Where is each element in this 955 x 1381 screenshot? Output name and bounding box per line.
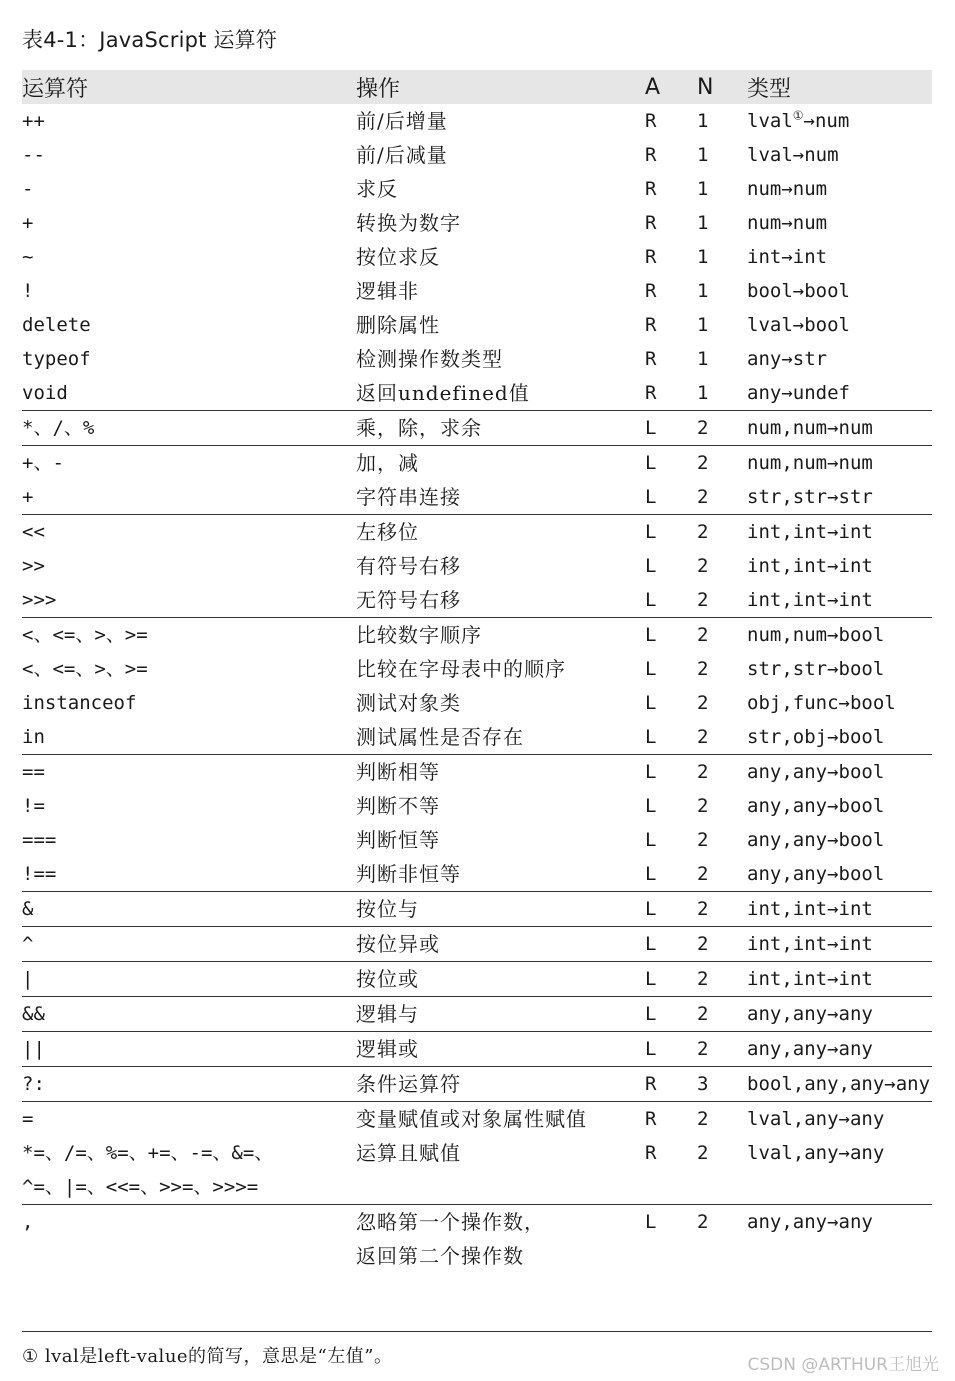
operator-cell: && <box>22 997 356 1032</box>
type-cell: any,any→any <box>747 1205 932 1274</box>
operation-cell: 逻辑或 <box>356 1032 645 1067</box>
table-header-row <box>22 70 932 104</box>
associativity-cell: R <box>645 110 657 132</box>
operator-cell: <、<=、>、>= <box>22 658 148 680</box>
operation-cell: 比较在字母表中的顺序 <box>356 657 566 681</box>
type-cell: num→num <box>747 212 828 234</box>
operation-cell: 测试属性是否存在 <box>356 725 524 749</box>
operation-cell: 转换为数字 <box>356 211 461 235</box>
type-cell: num,num→num <box>747 446 932 481</box>
operation-cell: 字符串连接 <box>356 485 461 509</box>
operator-cell: instanceof <box>22 692 137 714</box>
operand-count-cell: 2 <box>697 863 709 885</box>
associativity-cell: R <box>645 1102 697 1137</box>
type-cell: any,any→bool <box>747 863 885 885</box>
table-row <box>22 686 932 720</box>
table-row <box>22 652 932 686</box>
type-cell: any,any→bool <box>747 829 885 851</box>
table-row <box>22 927 932 962</box>
type-cell: any→str <box>747 348 828 370</box>
operation-cell: 逻辑非 <box>356 279 419 303</box>
table-row <box>22 1136 932 1205</box>
type-cell: int,int→int <box>747 555 873 577</box>
table-row <box>22 515 932 550</box>
type-cell: num,num→bool <box>747 618 932 653</box>
associativity-cell: L <box>645 658 657 680</box>
operator-cell: ~ <box>22 246 34 268</box>
operand-count-cell: 2 <box>697 892 747 927</box>
table-row <box>22 240 932 274</box>
operand-count-cell: 1 <box>697 314 709 336</box>
operation-cell: 加，减 <box>356 446 645 481</box>
operation-cell: 左移位 <box>356 515 645 550</box>
associativity-cell: L <box>645 589 657 611</box>
table-row <box>22 823 932 857</box>
operator-cell: void <box>22 382 68 404</box>
operation-cell: 运算且赋值 <box>356 1141 461 1165</box>
operator-cell: in <box>22 726 45 748</box>
operator-cell: != <box>22 795 45 817</box>
type-text-rest: →num <box>803 110 850 132</box>
operation-cell: 返回undefined值 <box>356 381 530 405</box>
operator-cell: , <box>22 1205 356 1274</box>
associativity-cell: L <box>645 446 697 481</box>
footnote-divider <box>22 1331 932 1332</box>
operation-cell: 无符号右移 <box>356 588 461 612</box>
operator-cell: typeof <box>22 348 91 370</box>
type-cell: num,num→num <box>747 411 932 446</box>
operation-cell: 判断非恒等 <box>356 862 461 886</box>
associativity-cell: L <box>645 1032 697 1067</box>
operand-count-cell: 2 <box>697 962 747 997</box>
operator-cell: *、/、% <box>22 411 356 446</box>
operand-count-cell: 2 <box>697 589 709 611</box>
associativity-cell: R <box>645 178 657 200</box>
operation-cell: 删除属性 <box>356 313 440 337</box>
associativity-cell: R <box>645 1142 657 1164</box>
associativity-cell: L <box>645 795 657 817</box>
operand-count-cell: 2 <box>697 1142 709 1164</box>
table-row <box>22 138 932 172</box>
type-cell: int,int→int <box>747 589 873 611</box>
operator-cell: <、<=、>、>= <box>22 618 356 653</box>
table-row <box>22 720 932 755</box>
operation-cell: 忽略第一个操作数， 返回第二个操作数 <box>356 1205 645 1274</box>
table-row <box>22 104 932 138</box>
associativity-cell: R <box>645 1067 697 1102</box>
associativity-cell: R <box>645 314 657 336</box>
operand-count-cell: 1 <box>697 382 709 404</box>
associativity-cell: R <box>645 144 657 166</box>
type-cell: int,int→int <box>747 962 932 997</box>
operand-count-cell: 2 <box>697 1032 747 1067</box>
operator-cell: ! <box>22 280 34 302</box>
operation-cell: 有符号右移 <box>356 554 461 578</box>
table-row <box>22 274 932 308</box>
header-associativity: A <box>645 70 697 104</box>
operation-cell: 测试对象类 <box>356 691 461 715</box>
table-row <box>22 892 932 927</box>
operand-count-cell: 2 <box>697 829 709 851</box>
operation-cell: 按位或 <box>356 962 645 997</box>
operand-count-cell: 1 <box>697 246 709 268</box>
type-cell: any,any→any <box>747 1032 932 1067</box>
operand-count-cell: 1 <box>697 212 709 234</box>
table-row <box>22 206 932 240</box>
operator-cell: >>> <box>22 589 57 611</box>
associativity-cell: R <box>645 246 657 268</box>
table-row <box>22 1205 932 1274</box>
type-cell: int,int→int <box>747 892 932 927</box>
associativity-cell: R <box>645 382 657 404</box>
operand-count-cell: 3 <box>697 1067 747 1102</box>
operation-cell: 逻辑与 <box>356 997 645 1032</box>
type-cell: obj,func→bool <box>747 692 896 714</box>
operand-count-cell: 2 <box>697 486 709 508</box>
operator-cell: - <box>22 178 34 200</box>
table-row <box>22 1032 932 1067</box>
operation-cell: 按位与 <box>356 892 645 927</box>
operand-count-cell: 2 <box>697 795 709 817</box>
type-cell: int,int→int <box>747 515 932 550</box>
operand-count-cell: 2 <box>697 411 747 446</box>
operator-cell: >> <box>22 555 45 577</box>
associativity-cell: L <box>645 1205 697 1274</box>
operator-cell: -- <box>22 144 45 166</box>
associativity-cell: L <box>645 692 657 714</box>
operator-cell: *=、/=、%=、+=、-=、&=、 ^=、|=、<<=、>>=、>>>= <box>22 1142 274 1198</box>
associativity-cell: R <box>645 280 657 302</box>
type-cell: bool,any,any→any <box>747 1067 932 1102</box>
operation-cell: 前/后减量 <box>356 143 448 167</box>
type-cell: int→int <box>747 246 828 268</box>
operand-count-cell: 2 <box>697 1102 747 1137</box>
table-row <box>22 583 932 618</box>
operand-count-cell: 2 <box>697 618 747 653</box>
operation-cell: 求反 <box>356 177 398 201</box>
operator-cell: delete <box>22 314 91 336</box>
operation-cell: 乘，除，求余 <box>356 411 645 446</box>
associativity-cell: L <box>645 997 697 1032</box>
operand-count-cell: 2 <box>697 555 709 577</box>
operator-cell: | <box>22 962 356 997</box>
table-caption: 表4-1：JavaScript 运算符 <box>22 28 278 52</box>
table-row <box>22 997 932 1032</box>
associativity-cell: L <box>645 927 697 962</box>
operation-cell: 判断相等 <box>356 755 645 790</box>
operation-cell: 按位异或 <box>356 927 645 962</box>
operand-count-cell: 1 <box>697 348 709 370</box>
operator-cell: !== <box>22 863 57 885</box>
associativity-cell: L <box>645 755 697 790</box>
table-row <box>22 549 932 583</box>
operand-count-cell: 1 <box>697 144 709 166</box>
table-row <box>22 618 932 653</box>
operand-count-cell: 2 <box>697 1205 747 1274</box>
table-body <box>22 104 932 1273</box>
table-row <box>22 480 932 515</box>
operation-cell: 检测操作数类型 <box>356 347 503 371</box>
operand-count-cell: 2 <box>697 692 709 714</box>
table-row <box>22 962 932 997</box>
operator-cell: = <box>22 1102 356 1137</box>
operand-count-cell: 1 <box>697 178 709 200</box>
type-cell: lval,any→any <box>747 1102 932 1137</box>
type-cell: str,str→str <box>747 486 873 508</box>
type-cell: str,str→bool <box>747 658 885 680</box>
operand-count-cell: 2 <box>697 658 709 680</box>
table-row <box>22 1067 932 1102</box>
table-row <box>22 446 932 481</box>
operation-cell: 前/后增量 <box>356 109 448 133</box>
operand-count-cell: 2 <box>697 755 747 790</box>
operation-cell: 条件运算符 <box>356 1067 645 1102</box>
type-cell: lval→num <box>747 144 839 166</box>
type-cell: lval→bool <box>747 314 850 336</box>
operator-cell: + <box>22 486 34 508</box>
operator-cell: + <box>22 212 34 234</box>
type-cell: any→undef <box>747 382 850 404</box>
operation-cell: 判断恒等 <box>356 828 440 852</box>
operator-cell: ^ <box>22 927 356 962</box>
type-cell: int,int→int <box>747 927 932 962</box>
type-cell: any,any→bool <box>747 795 885 817</box>
operation-cell: 比较数字顺序 <box>356 618 645 653</box>
associativity-cell: L <box>645 962 697 997</box>
type-text: lval <box>747 110 793 132</box>
operators-table <box>22 70 932 1273</box>
operator-cell: ++ <box>22 110 45 132</box>
type-cell: any,any→any <box>747 997 932 1032</box>
table-row <box>22 755 932 790</box>
table-row <box>22 1102 932 1137</box>
operand-count-cell: 2 <box>697 927 747 962</box>
table-row <box>22 411 932 446</box>
operand-count-cell: 2 <box>697 726 709 748</box>
type-cell: num→num <box>747 178 828 200</box>
operand-count-cell: 1 <box>697 110 709 132</box>
operand-count-cell: 2 <box>697 515 747 550</box>
operation-cell: 按位求反 <box>356 245 440 269</box>
table-row <box>22 308 932 342</box>
table-row <box>22 342 932 376</box>
operand-count-cell: 2 <box>697 446 747 481</box>
footnote-marker: ① <box>792 108 804 123</box>
operator-cell: == <box>22 755 356 790</box>
associativity-cell: R <box>645 212 657 234</box>
table-row <box>22 857 932 892</box>
type-cell <box>747 104 932 138</box>
associativity-cell: L <box>645 863 657 885</box>
associativity-cell: L <box>645 829 657 851</box>
header-operand-count: N <box>697 70 747 104</box>
associativity-cell: R <box>645 348 657 370</box>
associativity-cell: L <box>645 555 657 577</box>
operator-cell: & <box>22 892 356 927</box>
associativity-cell: L <box>645 726 657 748</box>
operand-count-cell: 2 <box>697 997 747 1032</box>
type-cell: any,any→bool <box>747 755 932 790</box>
type-cell: lval,any→any <box>747 1142 885 1164</box>
operation-cell: 判断不等 <box>356 794 440 818</box>
associativity-cell: L <box>645 411 697 446</box>
type-cell: bool→bool <box>747 280 850 302</box>
associativity-cell: L <box>645 618 697 653</box>
table-row <box>22 172 932 206</box>
operator-cell: === <box>22 829 57 851</box>
associativity-cell: L <box>645 486 657 508</box>
operand-count-cell: 1 <box>697 280 709 302</box>
operator-cell: || <box>22 1032 356 1067</box>
associativity-cell: L <box>645 892 697 927</box>
table-row <box>22 789 932 823</box>
operator-cell: +、- <box>22 446 356 481</box>
associativity-cell: L <box>645 515 697 550</box>
type-cell: str,obj→bool <box>747 726 885 748</box>
header-operator: 运算符 <box>22 70 356 104</box>
header-operation: 操作 <box>356 70 645 104</box>
operation-cell: 变量赋值或对象属性赋值 <box>356 1102 645 1137</box>
header-type: 类型 <box>747 70 932 104</box>
operator-cell: << <box>22 515 356 550</box>
table-row <box>22 376 932 411</box>
operator-cell: ?: <box>22 1067 356 1102</box>
watermark: CSDN @ARTHUR王旭光 <box>747 1355 939 1375</box>
footnote: ① lval是left-value的简写，意思是“左值”。 <box>22 1346 393 1367</box>
